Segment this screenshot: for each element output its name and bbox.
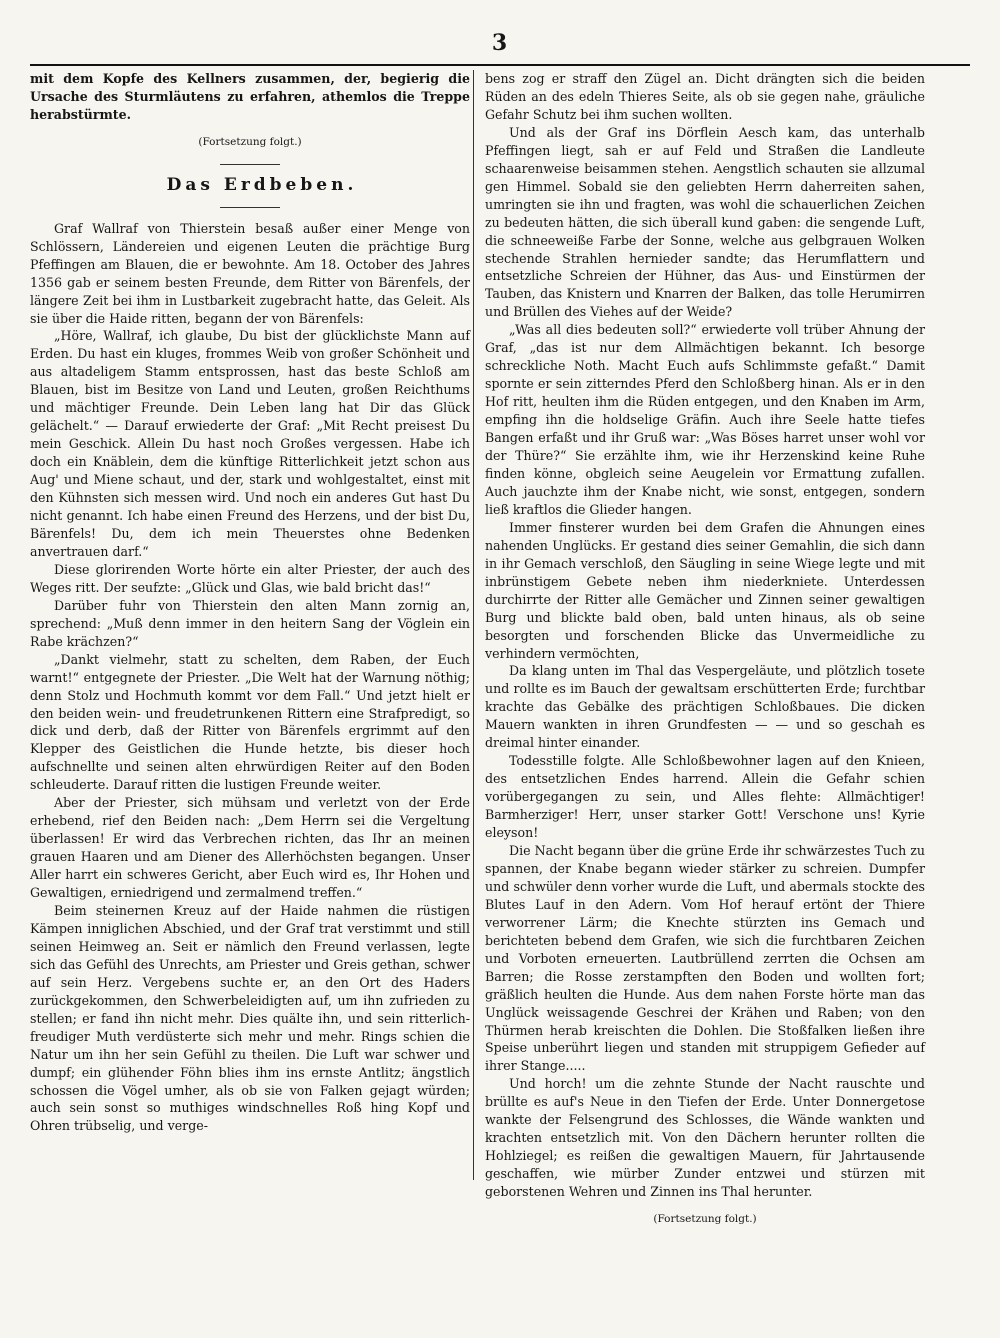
previous-story-ending: mit dem Kopfe des Kellners zusammen, der, begierig die Ursache des Sturmläutens zu erfahren, athemlos die Treppe herabstürmte. (30, 71, 470, 122)
paragraph: Aber der Priester, sich mühsam und verletzt von der Erde erhebend, rief den Beiden nach: „Dem Herrn sei die Vergeltung überlassen! Er wird das Verbrechen richten, das Ihr an meinen grauen Haaren und am Diener des Allerhöchsten begangen. Unser Aller harrt ein schweres Gericht, aber Euch wird es, Ihr Hohen und Gewaltigen, erniedrigend und zermalmend treffen.“ (30, 795, 470, 901)
section-rule (220, 164, 280, 165)
paragraph: Die Nacht begann über die grüne Erde ihr schwärzestes Tuch zu spannen, der Knabe begann wieder stärker zu schreien. Dumpfer und schwüler denn vorher wurde die Luft, und abermals stockte des Blutes Lauf in den Adern. Vom Hof herauf ertönt der Thiere verworrener Lärm; die Knechte stürzten ins Gemach und berichteten bebend dem Grafen, wie sich die furchtbaren Zeichen und Vorboten erneuerten. Lautbrüllend zerrten die Ochsen am Barren; die Rosse zerstampften den Boden und wollten fort; gräßlich heulten die Hunde. Aus dem nahen Forste hörte man das Unglück weissagende Geschrei der Krähen und Raben; von den Thürmen herab kreischten die Dohlen. Die Stoßfalken ließen ihre Speise unberührt liegen und standen mit struppigem Gefieder auf ihrer Stange..... (485, 842, 925, 1074)
continued-note: (Fortsetzung folgt.) (653, 1213, 757, 1226)
paragraph: Darüber fuhr von Thierstein den alten Mann zornig an, sprechend: „Muß denn immer in den heitern Sang der Vöglein ein Rabe krächzen?“ (30, 597, 470, 649)
paragraph: Und horch! um die zehnte Stunde der Nacht rauschte und brüllte es auf's Neue in den Tiefen der Erde. Unter Donnergetose wankte der Felsengrund des Schlosses, die Wände wankten und krachten entsetzlich mit. Von den Dächern herunter rollten die Hohlziegel; es reißen die gewaltigen Mauern, für Jahrtausende geschaffen, wie mürber Zunder entzwei und stürzen mit geborstenen Wehren und Zinnen ins Thal herunter. (485, 1076, 925, 1200)
title-rule (220, 207, 280, 208)
paragraph: Graf Wallraf von Thierstein besaß außer einer Menge von Schlössern, Ländereien und eigenen Leuten die prächtige Burg Pfeffingen am Blauen, die er bewohnte. Am 18. October des Jahres 1356 gab er seinem besten Freunde, dem Ritter von Bärenfels, der längere Zeit bei ihm in Lustbarkeit zugebracht hatte, das Geleit. Als sie über die Haide ritten, begann der von Bärenfels: (30, 220, 470, 326)
article-title: Das Erdbeben. (166, 174, 358, 195)
continued-note: (Fortsetzung folgt.) (198, 135, 302, 148)
paragraph: „Höre, Wallraf, ich glaube, Du bist der glücklichste Mann auf Erden. Du hast ein kluges, frommes Weib von großer Schönheit und aus altadeligem Stamm entsprossen, hast das beste Schloß am Blauen, bist im Besitze von Land und Leuten, großen Reichthums und mächtiger Freunde. Dein Leben lang hat Dir das Glück gelächelt.“ — Darauf erwiederte der Graf: „Mit Recht preisest Du mein Geschick. Allein Du hast noch Großes vergessen. Habe ich doch ein Knäblein, dem die künftige Ritterlichkeit jetzt schon aus Aug' und Miene schaut, und der, stark und wohlgestaltet, einst mit den Kühnsten sich messen wird. Und noch ein anderes Gut hast Du nicht genannt. Ich habe einen Freund des Herzens, und der bist Du, Bärenfels! Du, dem ich mein Theuerstes ohne Bedenken anvertrauen darf.“ (30, 328, 470, 559)
paragraph: Da klang unten im Thal das Vespergeläute, und plötzlich tosete und rollte es im Bauch der gewaltsam erschütterten Erde; furchtbar krachte das Gebälke des prächtigen Schloßbaues. Die dicken Mauern wankten in ihren Grundfesten — — und so geschah es dreimal hinter einander. (485, 663, 925, 751)
right-column (485, 70, 925, 1237)
paragraph: Immer finsterer wurden bei dem Grafen die Ahnungen eines nahenden Unglücks. Er gestand dies seiner Gemahlin, die sich dann in ihr Gemach verschloß, den Säugling in seine Wiege legte und mit inbrünstigem Gebete neben ihm niederkniete. Unterdessen durchirrte der Ritter alle Gemächer und Zinnen seiner gewaltigen Burg und blickte bald oben, bald unten hinaus, als ob seine besorgten und forschenden Blicke das Unvermeidliche zu verhindern vermöchten, (485, 519, 925, 661)
paragraph: Todesstille folgte. Alle Schloßbewohner lagen auf den Knieen, des entsetzlichen Endes harrend. Allein die Gefahr schien vorübergegangen zu sein, und Alles flehte: Allmächtiger! Barmherziger! Herr, unser starker Gott! Verschone uns! Kyrie eleyson! (485, 753, 925, 841)
page-number: 3 (491, 30, 509, 56)
column-divider (473, 70, 474, 1180)
paragraph: „Was all dies bedeuten soll?“ erwiederte voll trüber Ahnung der Graf, „das ist nur dem Allmächtigen bekannt. Ich besorge schreckliche Noth. Macht Euch aufs Schlimmste gefaßt.“ Damit spornte er sein zitterndes Pferd den Schloßberg hinan. Als er in den Hof ritt, heulten ihm die Rüden entgegen, und den Knaben im Arm, empfing ihn die holdselige Gräfin. Auch ihre Seele hatte tiefes Bangen erfaßt und ihr Gruß war: „Was Böses harret unser wohl vor der Thüre?“ Sie erzählte ihm, wie ihr Herzenskind keine Ruhe finden könne, obgleich seine Aeugelein vor Ermattung zufallen. Auch jauchzte ihm der Knabe nicht, wie sonst, entgegen, sondern ließ kraftlos die Glieder hangen. (485, 322, 925, 517)
paragraph: bens zog er straff den Zügel an. Dicht drängten sich die beiden Rüden an des edeln Thieres Seite, als ob sie gegen nahe, gräuliche Gefahr Schutz bei ihm suchen wollten. (485, 71, 925, 122)
paragraph: Beim steinernen Kreuz auf der Haide nahmen die rüstigen Kämpen inniglichen Abschied, und der Graf trat verstimmt und still seinen Heimweg an. Seit er nämlich den Freund verlassen, legte sich das Gefühl des Unrechts, am Priester und Greis gethan, schwer auf sein Herz. Vergebens suchte er, an den Ort des Haders zurückgekommen, den Schwerbeleidigten auf, um ihn zufrieden zu stellen; er fand ihn nicht mehr. Dies quälte ihn, und sein ritterlich-freudiger Muth verdüsterte sich mehr und mehr. Rings schien die Natur um ihn her sein Gefühl zu theilen. Die Luft war schwer und dumpf; ein glühender Föhn blies ihm ins ernste Antlitz; ängstlich schossen die Vögel umher, als ob sie von Falken gejagt würden; auch sein sonst so muthiges windschnelles Roß hing Kopf und Ohren trübselig, und verge- (30, 902, 470, 1134)
header-rule (30, 64, 970, 66)
left-column (30, 70, 470, 1135)
paragraph: Und als der Graf ins Dörflein Aesch kam, das unterhalb Pfeffingen liegt, sah er auf Feld und Straßen die Landleute schaarenweise beisammen stehen. Aengstlich schauten sie allzumal gen Himmel. Sobald sie den geliebten Herrn daherreiten sahen, umringten sie ihn und fragten, was wohl die schauerlichen Zeichen zu bedeuten hätten, die sich überall kund gaben: die sengende Luft, die schneeweiße Farbe der Sonne, welche aus gelbgrauen Wolken stechende Strahlen hernieder sandte; das Herumflattern und entsetzliche Schreien der Hühner, das Aus- und Einstürmen der Tauben, das Knistern und Knarren der Balken, das tolle Herumirren und Brüllen des Viehes auf der Weide? (485, 124, 925, 320)
paragraph: „Dankt vielmehr, statt zu schelten, dem Raben, der Euch warnt!“ entgegnete der Priester. „Die Welt hat der Warnung nöthig; denn Stolz und Hochmuth kommt vor dem Fall.“ Und jetzt hielt er den beiden wein- und freudetrunkenen Rittern eine Strafpredigt, so dick und derb, daß der Ritter von Bärenfels ergrimmt auf den Klepper des Geistlichen die Hunde hetzte, bis dieser hoch aufschnellte und seinen alten ehrwürdigen Reiter auf den Boden schleuderte. Darauf ritten die lustigen Freunde weiter. (30, 651, 470, 793)
paragraph: Diese glorirenden Worte hörte ein alter Priester, der auch des Weges ritt. Der seufzte: „Glück und Glas, wie bald bricht das!“ (30, 561, 470, 595)
